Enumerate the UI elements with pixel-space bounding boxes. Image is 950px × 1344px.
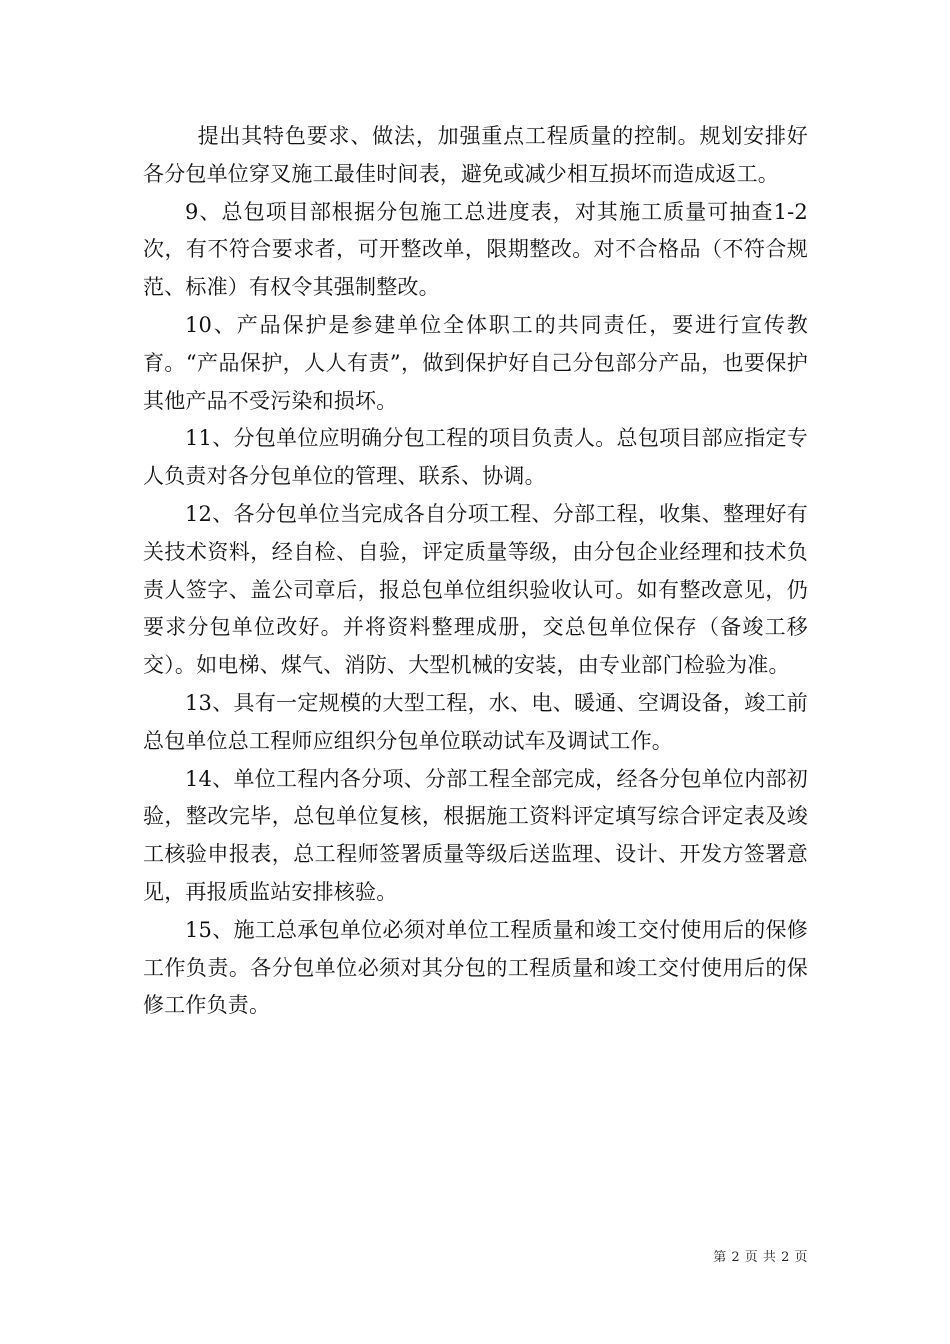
paragraph-item-14: 14、单位工程内各分项、分部工程全部完成，经各分包单位内部初验，整改完毕，总包单位复核，根据施工资料评定填写综合评定表及竣工核验申报表，总工程师签署质量等级后送监理、设计、开发方签署意见，再报质监站安排核验。: [143, 766, 808, 904]
page-number-footer: [713, 1246, 808, 1265]
current-page-number: 2: [731, 1250, 741, 1265]
paragraph-item-9: 9、总包项目部根据分包施工总进度表，对其施工质量可抽查1-2次，有不符合要求者，可开整改单，限期整改。对不合格品（不符合规范、标准）有权令其强制整改。: [143, 199, 808, 300]
paragraph-continuation: 提出其特色要求、做法，加强重点工程质量的控制。规划安排好各分包单位穿叉施工最佳时间表，避免或减少相互损坏而造成返工。: [143, 124, 808, 186]
page-label-suffix: 页: [794, 1250, 808, 1265]
total-pages-number: 2: [781, 1250, 790, 1265]
document-body: [143, 118, 808, 1025]
paragraph-item-11: 11、分包单位应明确分包工程的项目负责人。总包项目部应指定专人负责对各分包单位的管理、联系、协调。: [143, 426, 808, 489]
page-label-prefix: 第: [713, 1250, 727, 1265]
paragraph-item-15: 15、施工总承包单位必须对单位工程质量和竣工交付使用后的保修工作负责。各分包单位必须对其分包的工程质量和竣工交付使用后的保修工作负责。: [143, 917, 808, 1018]
paragraph-item-13: 13、具有一定规模的大型工程，水、电、暖通、空调设备，竣工前总包单位总工程师应组织分包单位联动试车及调试工作。: [143, 690, 808, 753]
paragraph-item-10: 10、产品保护是参建单位全体职工的共同责任，要进行宣传教育。“产品保护，人人有责”，做到保护好自己分包部分产品，也要保护其他产品不受污染和损坏。: [143, 312, 808, 413]
page-label-middle: 页 共: [744, 1250, 777, 1265]
paragraph-item-12: 12、各分包单位当完成各自分项工程、分部工程，收集、整理好有关技术资料，经自检、自验，评定质量等级，由分包企业经理和技术负责人签字、盖公司章后，报总包单位组织验收认可。如有整改意见，仍要求分包单位改好。并将资料整理成册，交总包单位保存（备竣工移交）。如电梯、煤气、消防、大型机械的安装，由专业部门检验为准。: [143, 501, 808, 678]
